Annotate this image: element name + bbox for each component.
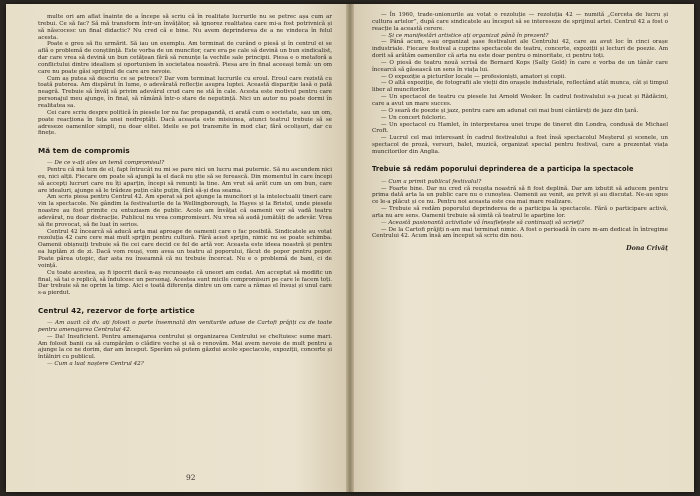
paragraph: — O altă expoziție, de fotografii ale vieții din orașele industriale, reflectând atât munca, cât și timpul liber al muncitorilor. [372,80,668,94]
paragraph: — Un concert folcloric. [381,114,447,121]
paragraph: — Am auzit că dv. ați folosit o parte însemnată din veniturile aduse de Cartofi prăjiți cu de toate pentru amenajarea Centrului 42. [38,320,332,333]
paragraph: — Până acum, s-au organizat șase festivaluri ale Centrului 42, care au avut loc în cinci orașe industriale. Fiecare festival a cuprins spectacole de teatru, concerte, expoziții și lecturi de poezie. Am dorit să arătăm oamenilor că arta nu este doar pentru o minoritate, ci pentru toți. [372,39,668,60]
paragraph: — Trebuie să redăm poporului deprinderea de a participa la spectacole. Fără o participare activă, arta nu are sens. Oamenii trebuie să simtă că teatrul le aparține lor. [372,206,668,219]
paragraph: — Cum a luat naștere Centrul 42? [47,361,144,368]
paragraph: — De ce v-ați ales un temă compromisul? [47,160,165,167]
paragraph: — Un spectacol de teatru cu piesele lui Arnold Wesker. În cadrul festivalului s-a jucat și Rădăcini, care a avut un mare succes. [372,94,668,107]
paragraph: — De la Cartofi prăjiți n-am mai terminat nimic. A fost o perioadă în care m-am dedicat în întregime Centrului 42. Acum însă am început să scriu din nou. [372,226,668,240]
left-text-column [38,14,332,368]
paragraph: — Și ce manifestări artistice ați organizat până în prezent? [381,32,549,39]
section-body-centrul-42 [38,320,332,368]
paragraph: Cu toate acestea, aș fi ipocrit dacă n-aș recunoaște că uneori am cedat. Am acceptat să modific un final, să tai o replică, să îndulcesc un personaj. Acestea sunt micile compromisuri pe care le facem toți. Dar trebuie să ne oprim la timp. Aici e toată diferența dintre un om care a rămas el însuși și unul care s-a pierdut. [38,269,332,297]
paragraph: — Această pasionantă activitate vă însuflețește să continuați să scrieți? [381,219,584,226]
paragraph: Cei care scriu despre politică în piesele lor nu fac propagandă, ci arată cum o societate, sau un om, poate reacționa în fața unei nedreptăți. Dacă aceasta este misiunea, atunci teatrul trebuie să se adreseze oamenilor simpli, nu doar elitei. Ideile se pot transmite în mod clar, fără ocolișuri, dar cu finețe. [38,109,332,137]
author-signature: Dona Crivăț [626,245,668,253]
paragraph: Cum aș putea să descriu ce se petrece? Dar vom terminat lucrurile cu eroul. Eroul care rezistă cu toată puterea. Am dispărut în lume, o adevărată reflecție asupra luptei. Această dispariție lasă o pată neagră. Trebuie să învăț să privim adevărul crud care ne stă în cale. Acesta este motivul pentru care personajul meu ajunge, în final, să rămână într-o stare de neputință. Nici un autor nu poate dormi în realitatea sa. [38,75,332,109]
paragraph: — O seară de poezie și jazz, pentru care am adunat cei mai buni cântăreți de jazz din țară. [381,107,639,114]
paragraph: Pentru că mă tem de el, fapt întrucât nu mi se pare nici un lucru mai puternic. Să nu ascundem nici eu, nici alții. Fiecare om poate să ajungă la el dacă nu știe să se ferească. Din momentul în care începi să accepți lucruri care nu îți aparțin, începi să renunți la tine. Am vrut să arăt cum un om bun, care are idealuri, ajunge să le trădeze puțin câte puțin, fără să-și dea seama. [38,167,332,194]
paragraph: — În 1960, trade-unionurile au votat o rezoluție — rezoluția 42 — numită „Cerceta de lucru și cultura artelor”, după care sindicatele au început să se intereseze de sprijinul artei. Centrul 42 a fost o reacție la această cerere. [372,12,668,32]
paragraph: Centrul 42 încearcă să aducă arta mai aproape de oamenii care o fac posibilă. Sindicatele au votat rezoluția 42 care cere mai mult sprijin pentru cultură. Fără acest sprijin, nimic nu se poate schimba. Oamenii obișnuiți trebuie să fie cei care decid ce fel de artă vor. Aceasta este ideea noastră și pentru ea luptăm zi de zi. Dacă vom reuși, vom avea un teatru al poporului, făcut de popor pentru popor. Poate părea utopic, dar asta nu înseamnă că nu trebuie încercat. Nu e o problemă de bani, ci de voință. [38,228,332,269]
paragraph: — O piesă de teatru nouă scrisă de Bernard Kops (Sally Gold) în care e vorba de un tânăr care încearcă să găsească un sens în viața lui. [372,59,668,73]
paragraph: — Da! Insuficient. Pentru amenajarea centrului și organizarea Centrului se cheltuiesc sume mari. Am folosit banii ca să cumpărăm o clădire veche și să o renovăm. Mai avem nevoie de mult pentru a ajunge la ce ne dorim, dar am început. Sperăm să putem găzdui acolo spectacole, expoziții, concerte și întâlniri cu publicul. [38,333,332,361]
book-gutter [346,4,354,492]
paragraph: — Cum a primit publicul festivalul? [381,178,482,185]
section-body-participare [372,179,668,241]
open-book [6,4,694,492]
paragraph: multe ori am aflat înainte de a începe să scriu că în realitate lucrurile nu se petrec așa cum ar trebui. Ce să fac? Să mă transform într-un învățător, să ignorez realitatea care mi-a fost potrivnică și să născocesc un final didactic? Nu cred că e bine. Nu avem deprinderea de a ne vindeca în felul acesta. [38,14,332,41]
paragraph: — Lucrul cel mai interesant în cadrul festivalului a fost însă spectacolul Meșterul și scenele, un spectacol de proză, versuri, balet, muzică, organizat special pentru festival, care a prezentat viața muncitorilor din Anglia. [372,135,668,155]
right-text-column [372,12,668,253]
right-page [354,4,694,492]
paragraph: — Foarte bine. Dar nu cred că reușita noastră să fi fost deplină. Dar am izbutit să aducem pentru prima dată arta la un public care nu o cunoștea. Oamenii au venit, au privit și au discutat. Ne-au spus ce le-a plăcut și ce nu. Pentru noi aceasta este cea mai mare realizare. [372,185,668,206]
paragraph: Am scris piesa pentru Centrul 42. Am sperat să pot ajunge la muncitori și la intelectualii tineri care vin la spectacole. Ne gândim la festivalurile de la Wellingborough, la Hayes și la Bristol, unde piesele noastre au fost primite cu entuziasm de public. Acolo am învățat că oamenii vor să vadă teatru adevărat, nu doar distracție. Publicul nu vrea compromisuri. Nu vrea să audă jumătăți de adevăr. Vrea să fie provocat, să fie luat în serios. [38,194,332,228]
paragraph: Poate e greu să fiu urmărit. Să iau un exemplu. Am terminat de curând o piesă și în centrul ei se află o problemă de conștiință. Este vorba de un muncitor, care era pe cale să devină un bun sindicalist, dar care vrea să devină un bun cetățean fără să renunțe la vechile sale principii. Piesa e o metaforă a conflictului dintre idealism și oportunism în societatea noastră. Piesa are în final aceeași temă: un om care nu poate găsi sprijinul de care are nevoie. [38,41,332,75]
section-body-festival [372,12,668,156]
paragraph: — Un spectacol cu Hamlet, în interpretarea unei trupe de tineret din Londra, condusă de Michael Croft. [372,121,668,135]
page-number: 92 [186,473,196,482]
paragraph: — O expoziție a picturilor locale — profesioniști, amatori și copii. [381,73,567,80]
left-page [6,4,346,492]
section-heading-centrul-42: Centrul 42, rezervor de forțe artistice [38,306,195,316]
section-heading-compromis: Mă tem de compromis [38,146,130,156]
section-body-compromis [38,160,332,297]
left-intro [38,14,332,137]
section-heading-participare: Trebuie să redăm poporului deprinderea de a participa la spectacole [372,164,634,173]
